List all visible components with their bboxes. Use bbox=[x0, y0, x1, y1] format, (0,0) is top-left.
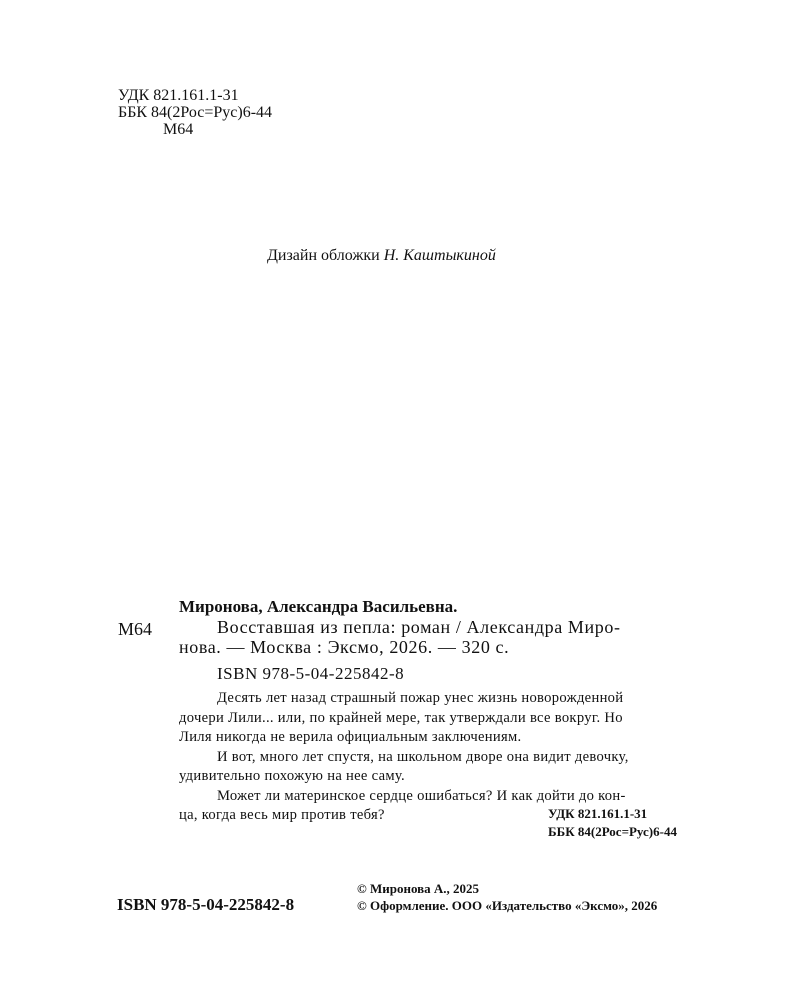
author-mark: М64 bbox=[163, 121, 194, 138]
udk-code: УДК 821.161.1-31 bbox=[548, 806, 648, 821]
annotation-paragraph-3 bbox=[179, 787, 709, 807]
annotation-paragraph-2 bbox=[179, 748, 709, 768]
copyright-block bbox=[357, 880, 657, 914]
annotation-paragraph-1 bbox=[179, 689, 709, 709]
record-isbn: ISBN 978-5-04-225842-8 bbox=[217, 664, 405, 683]
record-author-mark: М64 bbox=[118, 619, 153, 639]
record-author: Миронова, Александра Васильевна. bbox=[179, 597, 458, 616]
copyright-design: © Оформление. ООО «Издательство «Эксмо», 2026 bbox=[357, 898, 658, 913]
annotation-paragraph-1-cont bbox=[179, 709, 709, 748]
bbk-code: ББК 84(2Рос=Рус)6-44 bbox=[548, 824, 677, 839]
cover-designer-name: Н. Каштыкиной bbox=[383, 247, 496, 264]
annotation-line: Десять лет назад страшный пожар унес жизнь новорожденной bbox=[217, 690, 624, 706]
annotation-line: удивительно похожую на нее саму. bbox=[179, 768, 406, 784]
annotation-line: ца, когда весь мир против тебя? bbox=[179, 807, 385, 823]
bottom-classification-codes bbox=[548, 805, 677, 841]
cover-design-credit bbox=[267, 247, 496, 265]
top-classification-codes bbox=[118, 87, 272, 138]
udk-code: УДК 821.161.1-31 bbox=[118, 87, 239, 104]
cover-design-label: Дизайн обложки bbox=[267, 247, 384, 264]
annotation-line: И вот, много лет спустя, на школьном дворе она видит девочку, bbox=[217, 748, 629, 765]
copyright-author: © Миронова А., 2025 bbox=[357, 881, 480, 896]
annotation-line: дочери Лили... или, по крайней мере, так утверждали все вокруг. Но bbox=[179, 709, 623, 726]
annotation-line: Лиля никогда не верила официальным заключениям. bbox=[179, 729, 522, 745]
bbk-code: ББК 84(2Рос=Рус)6-44 bbox=[118, 104, 273, 121]
annotation-line: Может ли материнское сердце ошибаться? И как дойти до кон- bbox=[217, 787, 626, 804]
record-title-line-2: нова. — Москва : Эксмо, 2026. — 320 с. bbox=[179, 637, 510, 657]
footer-isbn: ISBN 978-5-04-225842-8 bbox=[117, 895, 295, 914]
annotation-paragraph-2-cont bbox=[179, 767, 709, 787]
record-title-line-1: Восставшая из пепла: роман / Александра Миро- bbox=[217, 617, 621, 637]
